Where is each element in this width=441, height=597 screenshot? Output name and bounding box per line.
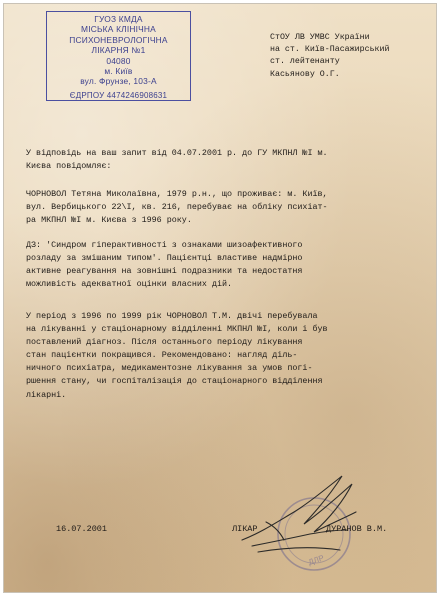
- text-line: Києва повідомляє:: [26, 161, 112, 172]
- round-seal: [278, 498, 350, 570]
- hospital-stamp: [46, 11, 191, 101]
- text-line: можливість адекватної оцінки власних дій.: [26, 279, 233, 290]
- addressee-line: ст. лейтенанту: [270, 57, 340, 67]
- text-line: У період з 1996 по 1999 рік ЧОРНОВОЛ Т.М. двічі перебувала: [26, 311, 318, 321]
- text-line: активне реагування на зовнішні подразники та недостатня: [26, 266, 303, 277]
- stamp-line: 04080: [106, 55, 131, 66]
- stamp-line: ЛІКАРНЯ №1: [91, 45, 146, 56]
- paragraph-history: [26, 310, 426, 402]
- handwritten-signature: [242, 476, 356, 552]
- document-page: [3, 3, 437, 593]
- text-line: ЧОРНОВОЛ Тетяна Миколаївна, 1979 р.н., що проживає: м. Київ,: [26, 189, 328, 199]
- text-line: ничного психіатра, медикаментозне лікування за умов погі-: [26, 363, 313, 374]
- paragraph-diagnosis: [26, 239, 426, 291]
- text-line: вул. Вербицького 22\І, кв. 216, перебуває на обліку психіат-: [26, 202, 328, 213]
- addressee-line: на ст. Київ-Пасажирський: [270, 45, 390, 55]
- addressee-line: СтОУ ЛВ УМВС України: [270, 33, 370, 42]
- stamp-line: МІСЬКА КЛІНІЧНА: [81, 24, 156, 35]
- stamp-registry-code: ЄДРПОУ 4474246908631: [69, 90, 168, 100]
- paragraph-intro: [26, 147, 426, 173]
- stamp-line: м. Київ: [104, 66, 133, 77]
- text-line: У відповідь на ваш запит від 04.07.2001 р. до ГУ МКПНЛ №І м.: [26, 148, 328, 158]
- signatory-role: ЛІКАР: [232, 524, 258, 534]
- signature-and-seal: [222, 462, 382, 582]
- text-line: ршення стану, чи госпіталізація до стаціонарного відділення: [26, 376, 323, 387]
- stamp-line: вул. Фрунзе, 103-А: [80, 76, 157, 87]
- text-line: ра МКПНЛ №І м. Києва з 1996 року.: [26, 215, 192, 226]
- signatory-name: ДУРАНОВ В.М.: [326, 524, 388, 534]
- addressee-block: [270, 32, 440, 81]
- addressee-line: Касьянову О.Г.: [270, 69, 340, 79]
- text-line: ДЗ: 'Синдром гіперактивності з ознаками шизоафективного: [26, 240, 303, 250]
- text-line: на лікуванні у стаціонарному відділенні МКПНЛ №І, коли і був: [26, 324, 328, 335]
- document-date: 16.07.2001: [56, 524, 108, 534]
- text-line: поставлений діагноз. Після останнього періоду лікування: [26, 337, 303, 348]
- text-line: стан пацієнтки покращився. Рекомендовано: нагляд діль-: [26, 350, 298, 361]
- stamp-line: ГУОЗ КМДА: [94, 14, 143, 24]
- paragraph-patient-info: [26, 188, 426, 227]
- stamp-line: ПСИХОНЕВРОЛОГІЧНА: [69, 34, 168, 45]
- seal-text: ДЛР: [307, 553, 326, 567]
- text-line: розладу за змішаним типом'. Пацієнтці властиве надмірно: [26, 253, 303, 264]
- text-line: лікарні.: [26, 389, 67, 400]
